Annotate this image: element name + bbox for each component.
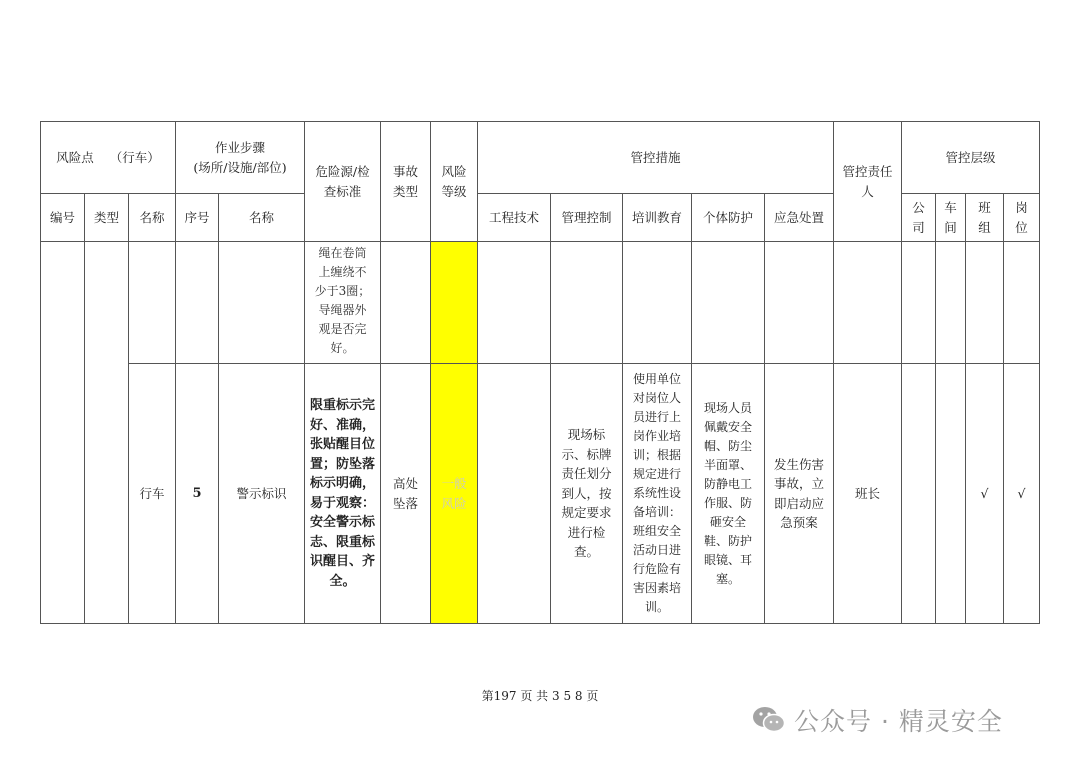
cell-post: √ (1004, 364, 1040, 624)
table-row (41, 364, 1040, 624)
header-responsible: 管控责任人 (834, 122, 902, 242)
header-work-steps (176, 122, 305, 194)
header-hazard: 危险源/检查标准 (305, 122, 381, 242)
header-ppe: 个体防护 (692, 194, 765, 242)
cell-responsible (834, 242, 902, 364)
cell-engineering (478, 364, 551, 624)
table-row (41, 242, 1040, 364)
header-step-name: 名称 (219, 194, 305, 242)
cell-emergency: 发生伤害事故，立即启动应急预案 (765, 364, 834, 624)
header-workshop: 车间 (936, 194, 966, 242)
header-engineering: 工程技术 (478, 194, 551, 242)
cell-risk-level (431, 242, 478, 364)
header-name: 名称 (129, 194, 176, 242)
watermark-text: 公众号 · 精灵安全 (794, 707, 1003, 736)
cell-accident-type: 高处坠落 (381, 364, 431, 624)
cell-hazard: 限重标示完好、准确，张贴醒目位置；防坠落标示明确，易于观察：安全警示标志、限重标识醒目、齐全。 (305, 364, 381, 624)
cell-engineering (478, 242, 551, 364)
cell-seq: 5 (176, 364, 219, 624)
header-risk-point-value: （行车） (109, 149, 160, 165)
header-no: 编号 (41, 194, 85, 242)
cell-ppe (692, 242, 765, 364)
header-team: 班组 (966, 194, 1004, 242)
cell-emergency (765, 242, 834, 364)
header-seq: 序号 (176, 194, 219, 242)
header-control-level: 管控层级 (902, 122, 1040, 194)
header-risk-point (41, 122, 176, 194)
cell-post (1004, 242, 1040, 364)
cell-risk-level: 一般风险 (431, 364, 478, 624)
cell-workshop (936, 364, 966, 624)
cell-accident-type (381, 242, 431, 364)
wechat-icon (752, 705, 786, 735)
cell-name: 行车 (129, 364, 176, 624)
header-emergency: 应急处置 (765, 194, 834, 242)
cell-training: 使用单位对岗位人员进行上岗作业培训；根据规定进行系统性设备培训：班组安全活动日进行危险有害因素培训。 (623, 364, 692, 624)
cell-company (902, 242, 936, 364)
header-company: 公司 (902, 194, 936, 242)
header-work-steps-label: 作业步骤 (214, 140, 265, 155)
cell-team: √ (966, 364, 1004, 624)
header-work-steps-sub: (场所/设施/部位) (193, 159, 287, 175)
cell-name (129, 242, 176, 364)
cell-seq (176, 242, 219, 364)
cell-workshop (936, 242, 966, 364)
cell-company (902, 364, 936, 624)
header-risk-point-label: 风险点 (56, 149, 94, 165)
cell-management (551, 242, 623, 364)
cell-step-name (219, 242, 305, 364)
watermark (752, 702, 1003, 738)
header-post: 岗位 (1004, 194, 1040, 242)
header-management: 管理控制 (551, 194, 623, 242)
header-control-measures: 管控措施 (478, 122, 834, 194)
cell-hazard: 绳在卷筒上缠绕不少于3圈；导绳器外观是否完好。 (305, 242, 381, 364)
cell-training (623, 242, 692, 364)
cell-responsible: 班长 (834, 364, 902, 624)
cell-type (85, 242, 129, 624)
cell-team (966, 242, 1004, 364)
cell-no (41, 242, 85, 624)
header-risk-level: 风险等级 (431, 122, 478, 242)
header-accident-type: 事故类型 (381, 122, 431, 242)
header-training: 培训教育 (623, 194, 692, 242)
cell-ppe: 现场人员佩戴安全帽、防尘半面罩、防静电工作服、防砸安全鞋、防护眼镜、耳塞。 (692, 364, 765, 624)
cell-step-name: 警示标识 (219, 364, 305, 624)
cell-management: 现场标示、标牌责任划分到人，按规定要求进行检查。 (551, 364, 623, 624)
page-footer: 第197 页 共 3 5 8 页 (481, 689, 599, 703)
risk-control-table (40, 121, 1040, 624)
header-type: 类型 (85, 194, 129, 242)
